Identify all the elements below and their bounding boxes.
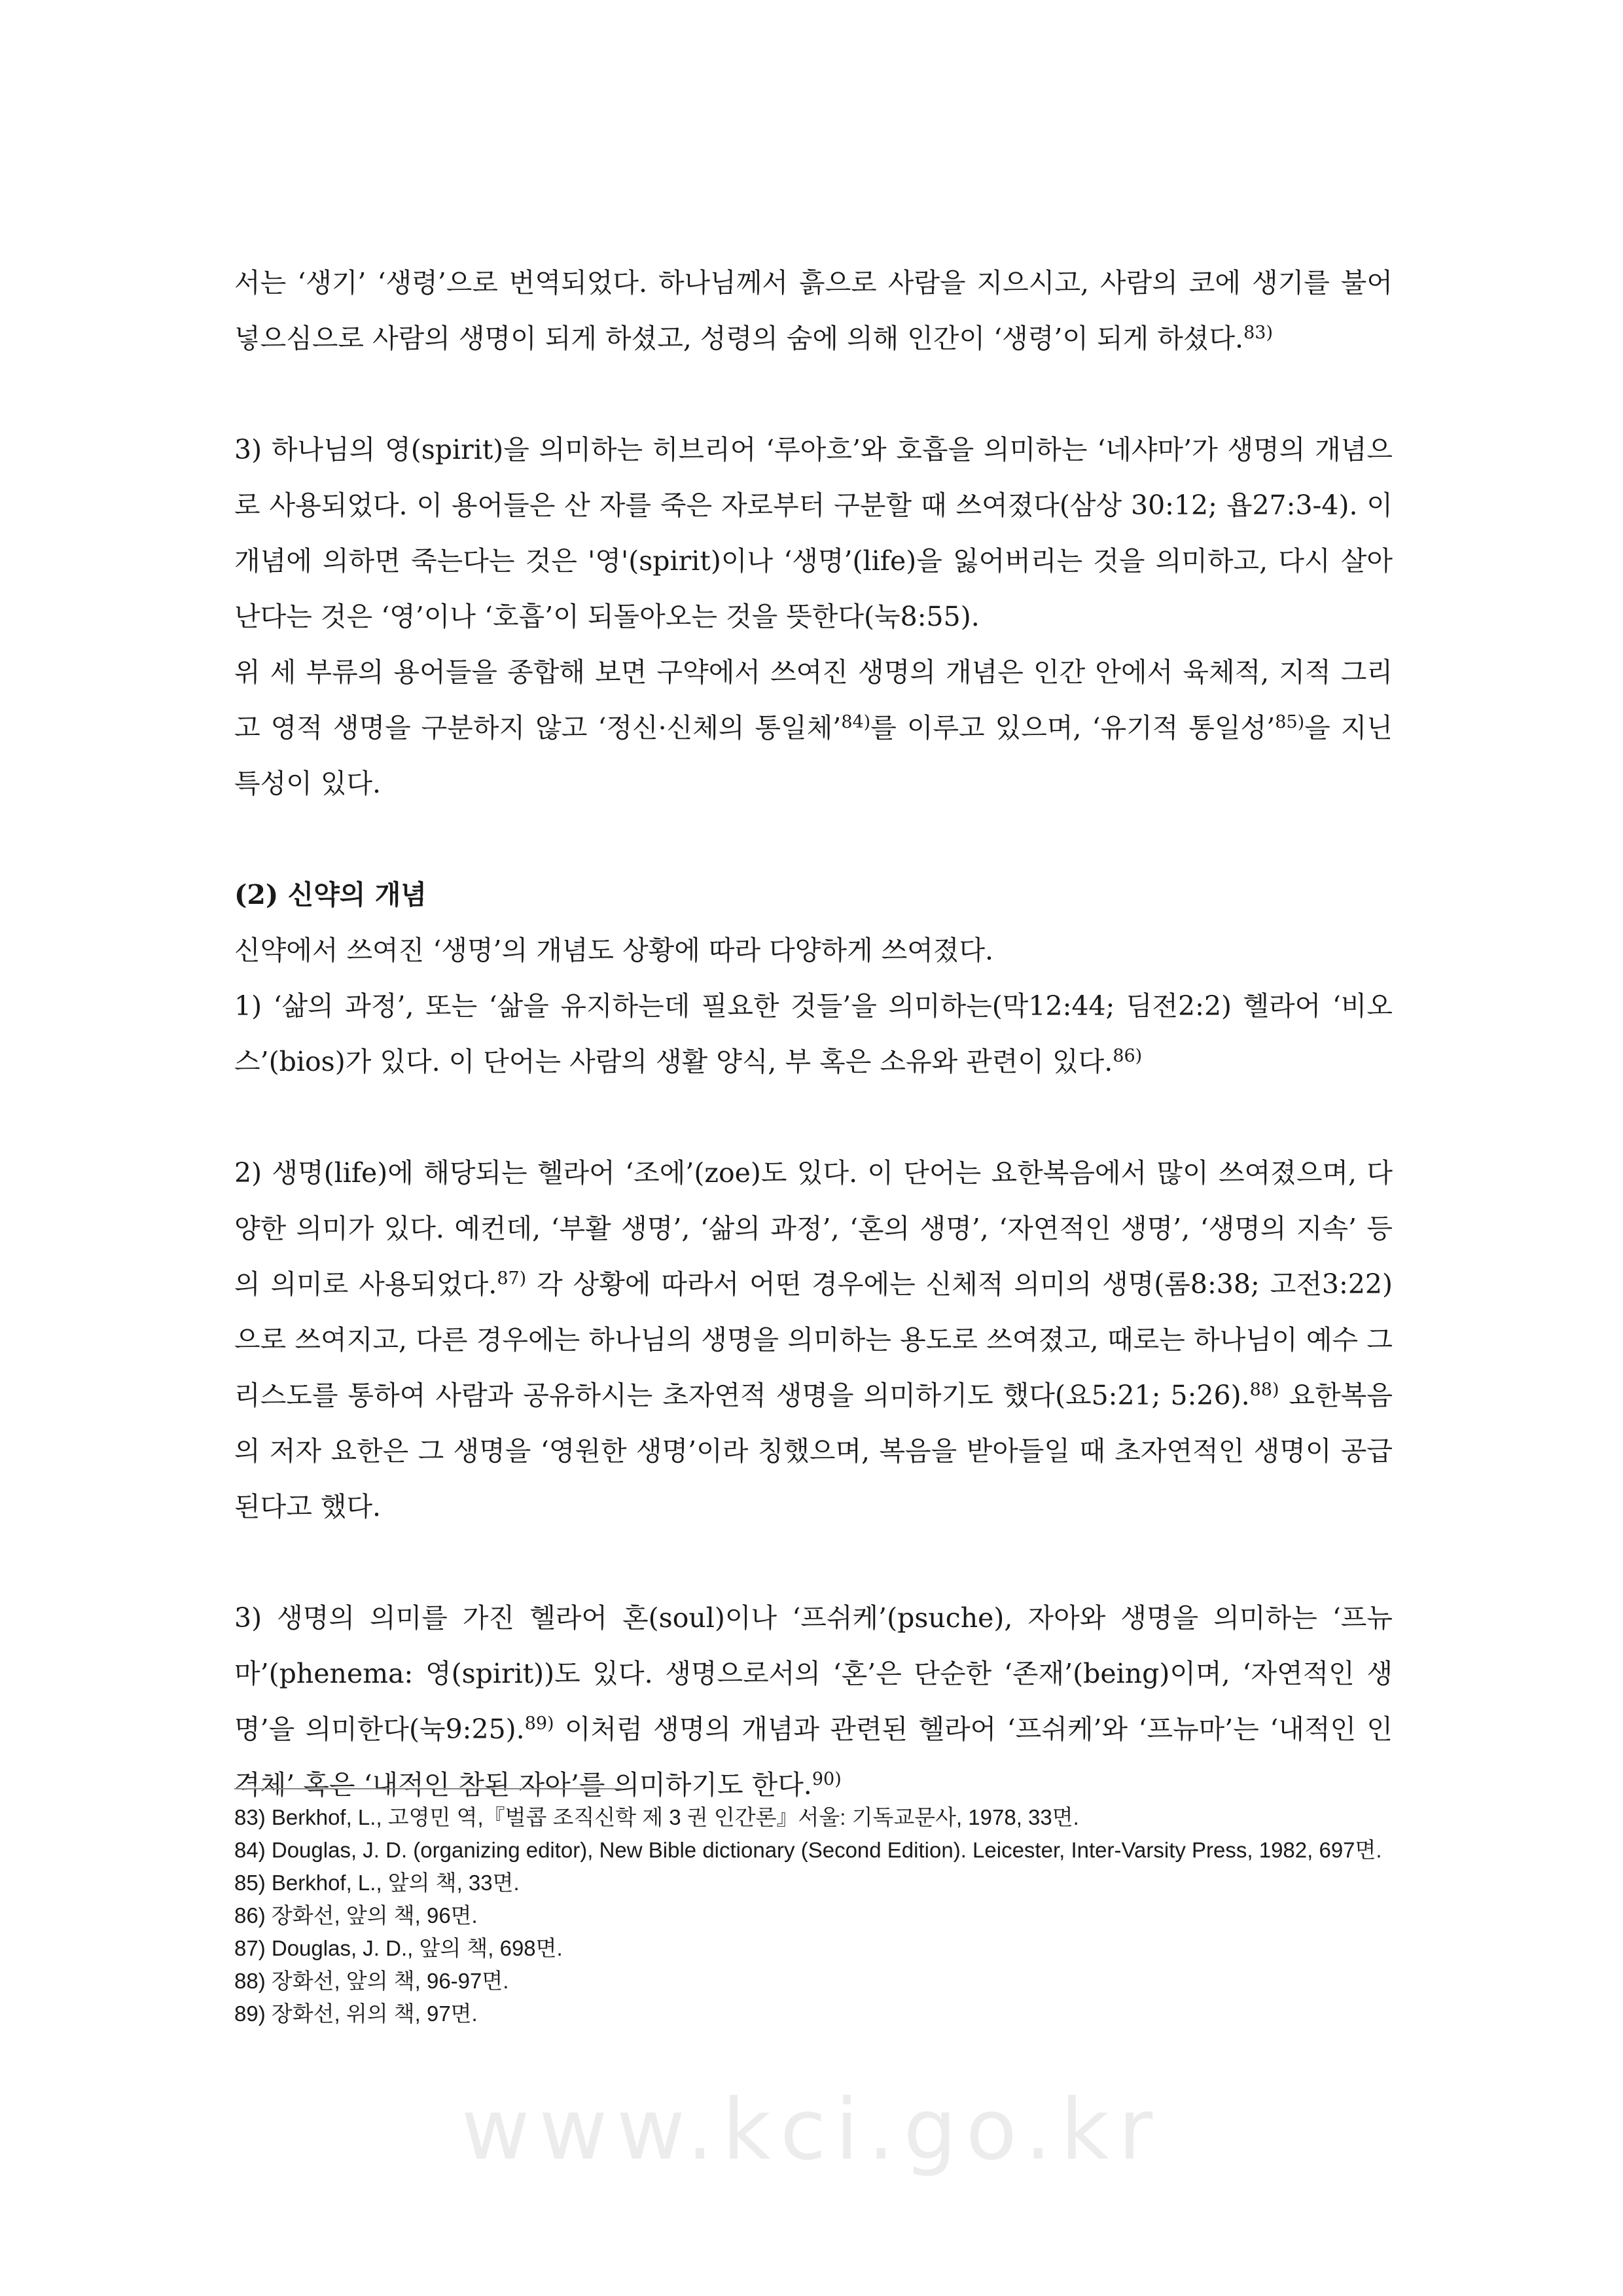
paragraph-7-text-a: 3) 생명의 의미를 가진 헬라어 혼(soul)이나 ‘프쉬케’(psuche), 자아와 생명을 의미하는 ‘프뉴마’(phenema: 영(spirit))도 있다. 생명으로서의 ‘혼’은 단순한 ‘존재’(being)이며, ‘자연적인 생명’을 의미한다(눅9:25). xyxy=(234,1602,1393,1745)
paragraph-3-text-c: 을 지닌 특성이 있다. xyxy=(234,712,1393,799)
footnotes xyxy=(234,1801,1393,2030)
paragraph-3-text-b: 를 이루고 있으며, ‘유기적 통일성’ xyxy=(870,712,1275,744)
watermark: www.kci.go.kr xyxy=(461,2081,1162,2179)
spacer xyxy=(234,367,1393,422)
paragraph-7-text-b: 이처럼 생명의 개념과 관련된 헬라어 ‘프쉬케’와 ‘프뉴마’는 ‘내적인 인격체’ 혹은 ‘내적인 참된 자아’를 의미하기도 한다. xyxy=(234,1713,1393,1801)
paragraph-4: 신약에서 쓰여진 ‘생명’의 개념도 상황에 따라 다양하게 쓰여졌다. xyxy=(234,935,994,966)
page-body xyxy=(234,255,1393,1813)
footnote-85: 85) Berkhof, L., 앞의 책, 33면. xyxy=(234,1871,520,1895)
paragraph-3-text-a: 위 세 부류의 용어들을 종합해 보면 구약에서 쓰여진 생명의 개념은 인간 안에서 육체적, 지적 그리고 영적 생명을 구분하지 않고 ‘정신·신체의 통일체’ xyxy=(234,656,1393,744)
footnote-ref-89[interactable]: 89) xyxy=(524,1713,554,1734)
paragraph-6-text-b: 각 상황에 따라서 어떤 경우에는 신체적 의미의 생명(롬8:38; 고전3:22)으로 쓰여지고, 다른 경우에는 하나님의 생명을 의미하는 용도로 쓰여졌고, 때로는 하나님이 예수 그리스도를 통하여 사람과 공유하시는 초자연적 생명을 의미하기도 했다(요5:21; 5:26). xyxy=(234,1268,1393,1411)
paragraph-1-text: 서는 ‘생기’ ‘생령’으로 번역되었다. 하나님께서 흙으로 사람을 지으시고, 사람의 코에 생기를 불어 넣으심으로 사람의 생명이 되게 하셨고, 성령의 숨에 의해 인간이 ‘생령’이 되게 하셨다. xyxy=(234,267,1393,354)
footnote-86: 86) 장화선, 앞의 책, 96면. xyxy=(234,1903,478,1928)
footnote-ref-83[interactable]: 83) xyxy=(1243,323,1273,343)
spacer xyxy=(234,812,1393,867)
paragraph-6-text-a: 2) 생명(life)에 해당되는 헬라어 ‘조에’(zoe)도 있다. 이 단어는 요한복음에서 많이 쓰여졌으며, 다양한 의미가 있다. 예컨데, ‘부활 생명’, ‘삶의 과정’, ‘혼의 생명’, ‘자연적인 생명’, ‘생명의 지속’ 등의 의미로 사용되었다. xyxy=(234,1157,1393,1300)
paragraph-7 xyxy=(234,1590,1393,1813)
spacer xyxy=(234,1090,1393,1145)
footnote-88: 88) 장화선, 앞의 책, 96-97면. xyxy=(234,1969,509,1993)
footnote-84: 84) Douglas, J. D. (organizing editor), New Bible dictionary (Second Edition). Leicester, Inter-Varsity Press, 1982, 697면. xyxy=(234,1838,1382,1862)
footnote-87: 87) Douglas, J. D., 앞의 책, 698면. xyxy=(234,1936,563,1960)
footnote-ref-87[interactable]: 87) xyxy=(497,1268,527,1289)
paragraph-1 xyxy=(234,255,1393,367)
footnote-ref-86[interactable]: 86) xyxy=(1113,1046,1143,1066)
paragraph-5 xyxy=(234,978,1393,1090)
paragraph-3 xyxy=(234,645,1393,812)
footnote-83: 83) Berkhof, L., 고영민 역,『벌콥 조직신학 제 3 권 인간론』서울: 기독교문사, 1978, 33면. xyxy=(234,1805,1079,1829)
section-heading: (2) 신약의 개념 xyxy=(234,879,427,910)
footnote-89: 89) 장화선, 위의 책, 97면. xyxy=(234,2001,478,2026)
paragraph-2: 3) 하나님의 영(spirit)을 의미하는 히브리어 ‘루아흐’와 호흡을 의미하는 ‘네샤마’가 생명의 개념으로 사용되었다. 이 용어들은 산 자를 죽은 자로부터 구분할 때 쓰여졌다(삼상 30:12; 욥27:3-4). 이 개념에 의하면 죽는다는 것은 '영'(spirit)이나 ‘생명’(life)을 잃어버리는 것을 의미하고, 다시 살아난다는 것은 ‘영’이나 ‘호흡’이 되돌아오는 것을 뜻한다(눅8:55). xyxy=(234,434,1393,632)
footnote-ref-90[interactable]: 90) xyxy=(812,1769,842,1789)
footnote-ref-88[interactable]: 88) xyxy=(1249,1380,1279,1400)
paragraph-6-text-c: 요한복음의 저자 요한은 그 생명을 ‘영원한 생명’이라 칭했으며, 복음을 받아들일 때 초자연적인 생명이 공급된다고 했다. xyxy=(234,1380,1393,1522)
paragraph-5-text: 1) ‘삶의 과정’, 또는 ‘삶을 유지하는데 필요한 것들’을 의미하는(막12:44; 딤전2:2) 헬라어 ‘비오스’(bios)가 있다. 이 단어는 사람의 생활 양식, 부 혹은 소유와 관련이 있다. xyxy=(234,990,1393,1077)
spacer xyxy=(234,1535,1393,1590)
footnote-ref-85[interactable]: 85) xyxy=(1275,712,1305,732)
paragraph-6 xyxy=(234,1145,1393,1535)
footnote-ref-84[interactable]: 84) xyxy=(841,712,871,732)
footnote-divider xyxy=(234,1788,622,1789)
